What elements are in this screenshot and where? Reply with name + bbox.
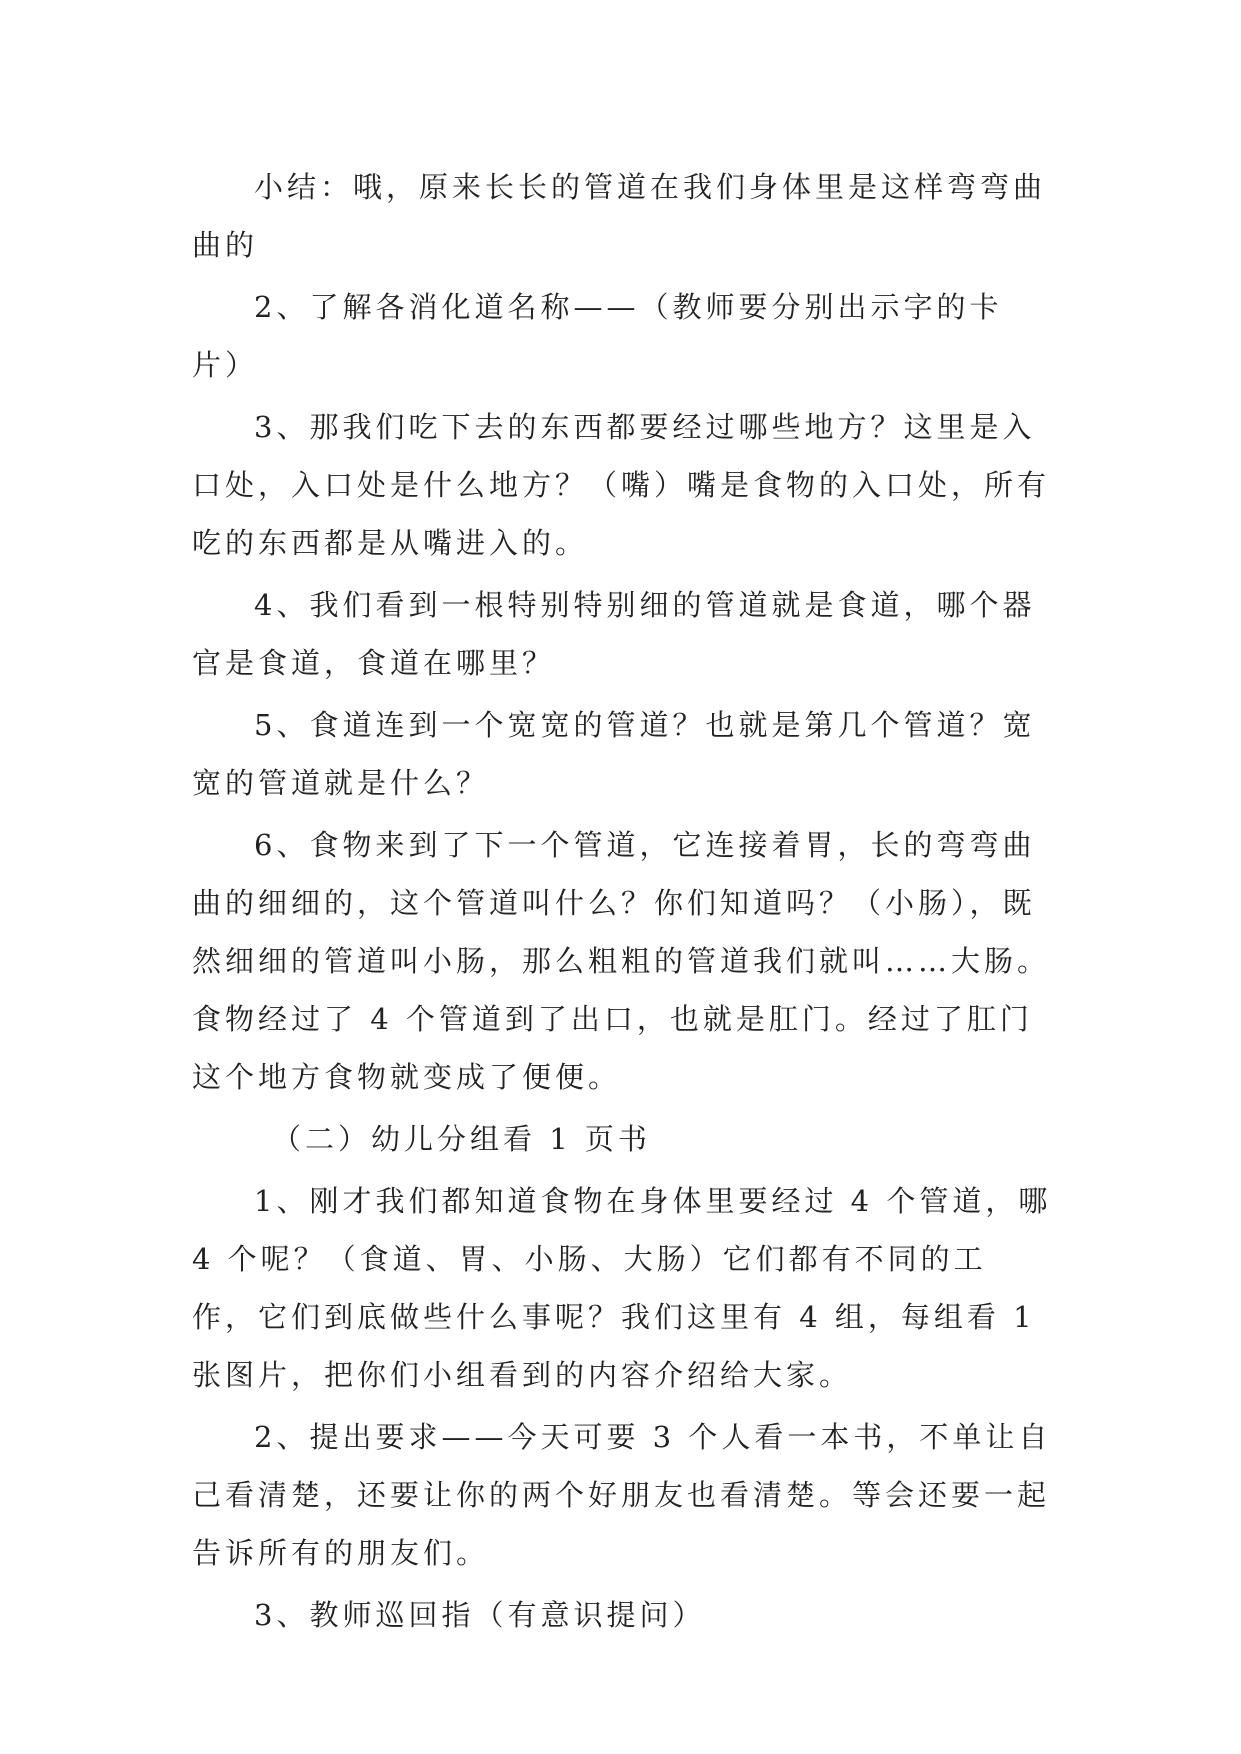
paragraph-step-4: 4、我们看到一根特别特别细的管道就是食道，哪个器官是食道，食道在哪里？	[192, 588, 1036, 680]
paragraph-group-step-3: 3、教师巡回指（有意识提问）	[254, 1598, 706, 1632]
paragraph-summary: 小结：哦，原来长长的管道在我们身体里是这样弯弯曲曲的	[192, 170, 1047, 262]
section-heading-group-reading: （二）幼儿分组看 1 页书	[272, 1122, 651, 1156]
paragraph-step-3: 3、那我们吃下去的东西都要经过哪些地方？这里是入口处，入口处是什么地方？（嘴）嘴是食物的入口处，所有吃的东西都是从嘴进入的。	[192, 410, 1051, 560]
document-body	[192, 158, 1052, 1648]
paragraph-group-step-2: 2、提出要求——今天可要 3 个人看一本书，不单让自己看清楚，还要让你的两个好朋友也看清楚。等会还要一起告诉所有的朋友们。	[192, 1420, 1052, 1570]
paragraph-step-5: 5、食道连到一个宽宽的管道？也就是第几个管道？宽宽的管道就是什么？	[192, 708, 1036, 800]
paragraph-step-6: 6、食物来到了下一个管道，它连接着胃，长的弯弯曲曲的细细的，这个管道叫什么？你们知道吗？（小肠），既然细细的管道叫小肠，那么粗粗的管道我们就叫……大肠。食物经过了 4 个管道到了出口，也就是肛门。经过了肛门这个地方食物就变成了便便。	[192, 828, 1051, 1094]
paragraph-step-2: 2、了解各消化道名称——（教师要分别出示字的卡片）	[192, 290, 1003, 382]
paragraph-group-step-1: 1、刚才我们都知道食物在身体里要经过 4 个管道，哪 4 个呢？（食道、胃、小肠、大肠）它们都有不同的工作，它们到底做些什么事呢？我们这里有 4 组，每组看 1 张图片，把你们小组看到的内容介绍给大家。	[192, 1184, 1052, 1392]
